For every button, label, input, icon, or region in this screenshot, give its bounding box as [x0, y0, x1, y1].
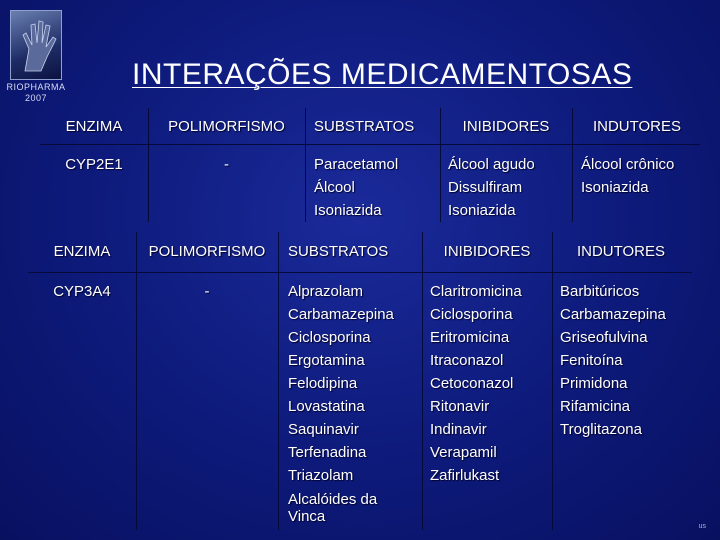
table-divider: [28, 272, 692, 273]
cell-indutores: [560, 280, 690, 441]
list-item: Álcool agudo: [448, 156, 535, 173]
header-enzima: ENZIMA: [53, 243, 111, 260]
logo-year: 2007: [24, 93, 48, 103]
list-item: Griseofulvina: [560, 329, 648, 346]
list-item: Paracetamol: [314, 156, 399, 173]
header-substratos: SUBSTRATOS: [314, 118, 415, 135]
header-substratos: SUBSTRATOS: [288, 243, 389, 260]
list-item: Triazolam: [288, 467, 354, 484]
list-item: Ciclosporina: [288, 329, 371, 346]
list-item: Carbamazepina: [288, 306, 394, 323]
list-item: Terfenadina: [288, 444, 367, 461]
list-item: Claritromicina: [430, 283, 522, 300]
list-item: Indinavir: [430, 421, 487, 438]
table-divider: [40, 144, 700, 145]
list-item: Ciclosporina: [430, 306, 513, 323]
header-polimorfismo: POLIMORFISMO: [148, 243, 266, 260]
cell-inibidores: [430, 280, 552, 487]
list-item: Lovastatina: [288, 398, 365, 415]
cell-polimorfismo: -: [224, 156, 229, 173]
list-item: Primidona: [560, 375, 628, 392]
page-title: INTERAÇÕES MEDICAMENTOSAS: [132, 58, 633, 91]
cell-inibidores: [448, 153, 572, 222]
list-item: Dissulfiram: [448, 179, 523, 196]
table-divider: [136, 232, 137, 530]
list-item: Zafirlukast: [430, 467, 500, 484]
list-item: Rifamicina: [560, 398, 631, 415]
list-item: Cetoconazol: [430, 375, 514, 392]
table-divider: [305, 108, 306, 222]
logo-caption: [4, 82, 68, 104]
list-item: Troglitazona: [560, 421, 642, 438]
table-divider: [278, 232, 279, 530]
list-item: Álcool crônico: [581, 156, 675, 173]
list-item: Alcalóides da: [288, 491, 378, 508]
cell-indutores: [581, 153, 701, 199]
header-inibidores: INIBIDORES: [443, 243, 531, 260]
header-indutores: INDUTORES: [576, 243, 666, 260]
cell-substratos: [288, 280, 422, 525]
list-item: Ergotamina: [288, 352, 365, 369]
list-item: Fenitoína: [560, 352, 623, 369]
list-item: Isoniazida: [581, 179, 649, 196]
list-item: Verapamil: [430, 444, 497, 461]
list-item: Eritromicina: [430, 329, 510, 346]
riopharma-logo: [10, 10, 62, 80]
table-divider: [422, 232, 423, 530]
logo-name: RIOPHARMA: [6, 82, 66, 92]
cell-polimorfismo: -: [204, 283, 210, 300]
list-item: Saquinavir: [288, 421, 359, 438]
list-item: Felodipina: [288, 375, 358, 392]
header-inibidores: INIBIDORES: [462, 118, 550, 135]
header-indutores: INDUTORES: [592, 118, 682, 135]
table-divider: [552, 232, 553, 530]
list-item: Barbitúricos: [560, 283, 640, 300]
list-item: Carbamazepina: [560, 306, 666, 323]
cell-enzima: CYP3A4: [53, 283, 111, 300]
list-item: Álcool: [314, 179, 355, 196]
cell-enzima: CYP2E1: [65, 156, 123, 173]
list-item: Alprazolam: [288, 283, 364, 300]
list-item: Isoniazida: [314, 202, 382, 219]
header-enzima: ENZIMA: [65, 118, 123, 135]
list-item: Vinca: [288, 508, 326, 525]
list-item: Ritonavir: [430, 398, 490, 415]
hand-icon: [11, 11, 61, 79]
footer-mark: us: [698, 523, 706, 530]
cell-substratos: [314, 153, 440, 222]
list-item: Itraconazol: [430, 352, 504, 369]
list-item: Isoniazida: [448, 202, 516, 219]
header-polimorfismo: POLIMORFISMO: [168, 118, 285, 135]
